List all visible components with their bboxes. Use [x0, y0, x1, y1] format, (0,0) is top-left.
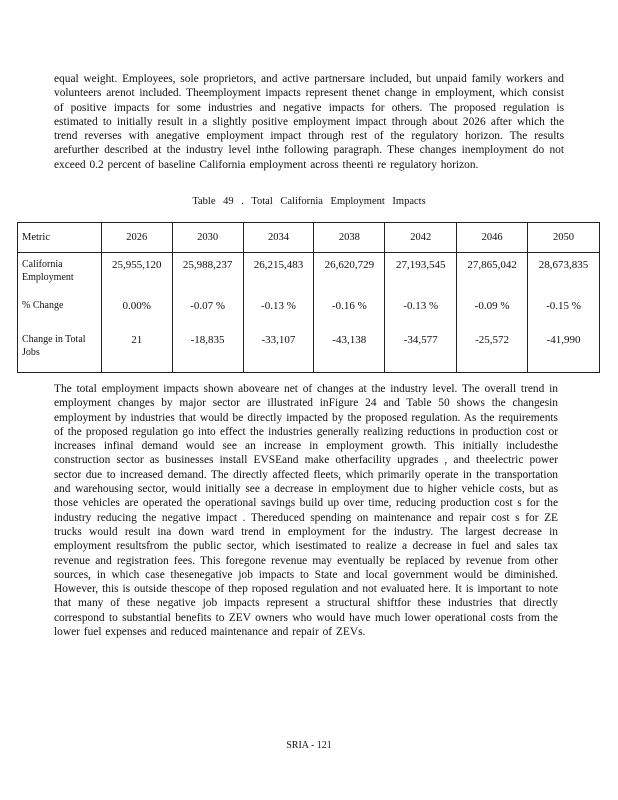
table-cell: -18,835 [172, 328, 243, 373]
table-cell: -0.09 % [457, 297, 528, 328]
column-header: 2026 [101, 223, 172, 253]
column-header: 2046 [457, 223, 528, 253]
column-header: 2030 [172, 223, 243, 253]
table-cell: 26,620,729 [314, 253, 385, 298]
table-cell: -0.16 % [314, 297, 385, 328]
body-paragraph-1: equal weight. Employees, sole proprietors, and active partnersare included, but unpaid family workers and volunteers arenot included. Theemployment impacts represent thenet change in employment, which consist of positive impacts for some industries and negative impacts for others. The proposed regulation is estimated to initially result in a slightly positive employment impact through about 2026 after which the trend reverses with anegative employment impact through rest of the regulatory horizon. The results arefurther described at the industry level inthe following paragraph. These changes inemployment do not exceed 0.2 percent of baseline California employment across theenti re regulatory horizon. [54, 73, 564, 171]
table-cell: -34,577 [385, 328, 457, 373]
table-cell: 25,955,120 [101, 253, 172, 298]
row-label: % Change [18, 297, 102, 328]
column-header: 2042 [385, 223, 457, 253]
table-cell: 27,193,545 [385, 253, 457, 298]
column-header: Metric [18, 223, 102, 253]
table-cell: 21 [101, 328, 172, 373]
table-cell: -0.07 % [172, 297, 243, 328]
table-cell: 0.00% [101, 297, 172, 328]
table-cell: -25,572 [457, 328, 528, 373]
table-cell: -41,990 [528, 328, 600, 373]
table-cell: -0.15 % [528, 297, 600, 328]
row-label: California Employment [18, 253, 102, 298]
column-header: 2038 [314, 223, 385, 253]
table-cell: 27,865,042 [457, 253, 528, 298]
table-cell: -0.13 % [385, 297, 457, 328]
table-caption: Table 49 . Total California Employment Impacts [192, 196, 426, 207]
employment-impacts-table [17, 222, 600, 373]
table-cell: 28,673,835 [528, 253, 600, 298]
table-cell: -0.13 % [243, 297, 314, 328]
table-cell: 25,988,237 [172, 253, 243, 298]
table-cell: -33,107 [243, 328, 314, 373]
table-cell: -43,138 [314, 328, 385, 373]
column-header: 2050 [528, 223, 600, 253]
page-number: SRIA - 121 [286, 740, 332, 751]
table-header-row [18, 223, 600, 253]
row-label: Change in Total Jobs [18, 328, 102, 373]
table-row [18, 253, 600, 298]
body-paragraph-2: The total employment impacts shown aboveare net of changes at the industry level. The overall trend in employment changes by major sector are illustrated inFigure 24 and Table 50 shows the changesin employment by industries that would be directly impacted by the proposed regulation. As the requirements of the proposed regulation go into effect the industries generally realizing reductions in production cost or increases infinal demand would see an increase in employment growth. This initially includesthe construction sector as businesses install EVSEand make otherfacility upgrades , and theelectric power sector due to increased demand. The directly affected fleets, which primarily operate in the transportation and warehousing sector, would initially see a decrease in employment due to higher vehicle costs, but as those vehicles are operated the operational savings build up over time, reducing production cost s for the industry reducing the negative impact . Thereduced spending on maintenance and repair cost s for ZE trucks would result ina down ward trend in employment for the industry. The largest decrease in employment resultsfrom the public sector, which isestimated to realize a decrease in fuel and sales tax revenue and registration fees. This foregone revenue may eventually be replaced by revenue from other sources, in which case thesenegative job impacts to State and local government would be diminished. However, this is outside thescope of thep roposed regulation and not evaluated here. It is important to note that many of these negative job impacts represent a structural shiftfor these industries that directly correspond to substantial benefits to ZEV owners who would have much lower operational costs from the lower fuel expenses and reduced maintenance and repair of ZEVs. [54, 383, 558, 639]
table-cell: 26,215,483 [243, 253, 314, 298]
table-row [18, 297, 600, 328]
column-header: 2034 [243, 223, 314, 253]
table-row [18, 328, 600, 373]
